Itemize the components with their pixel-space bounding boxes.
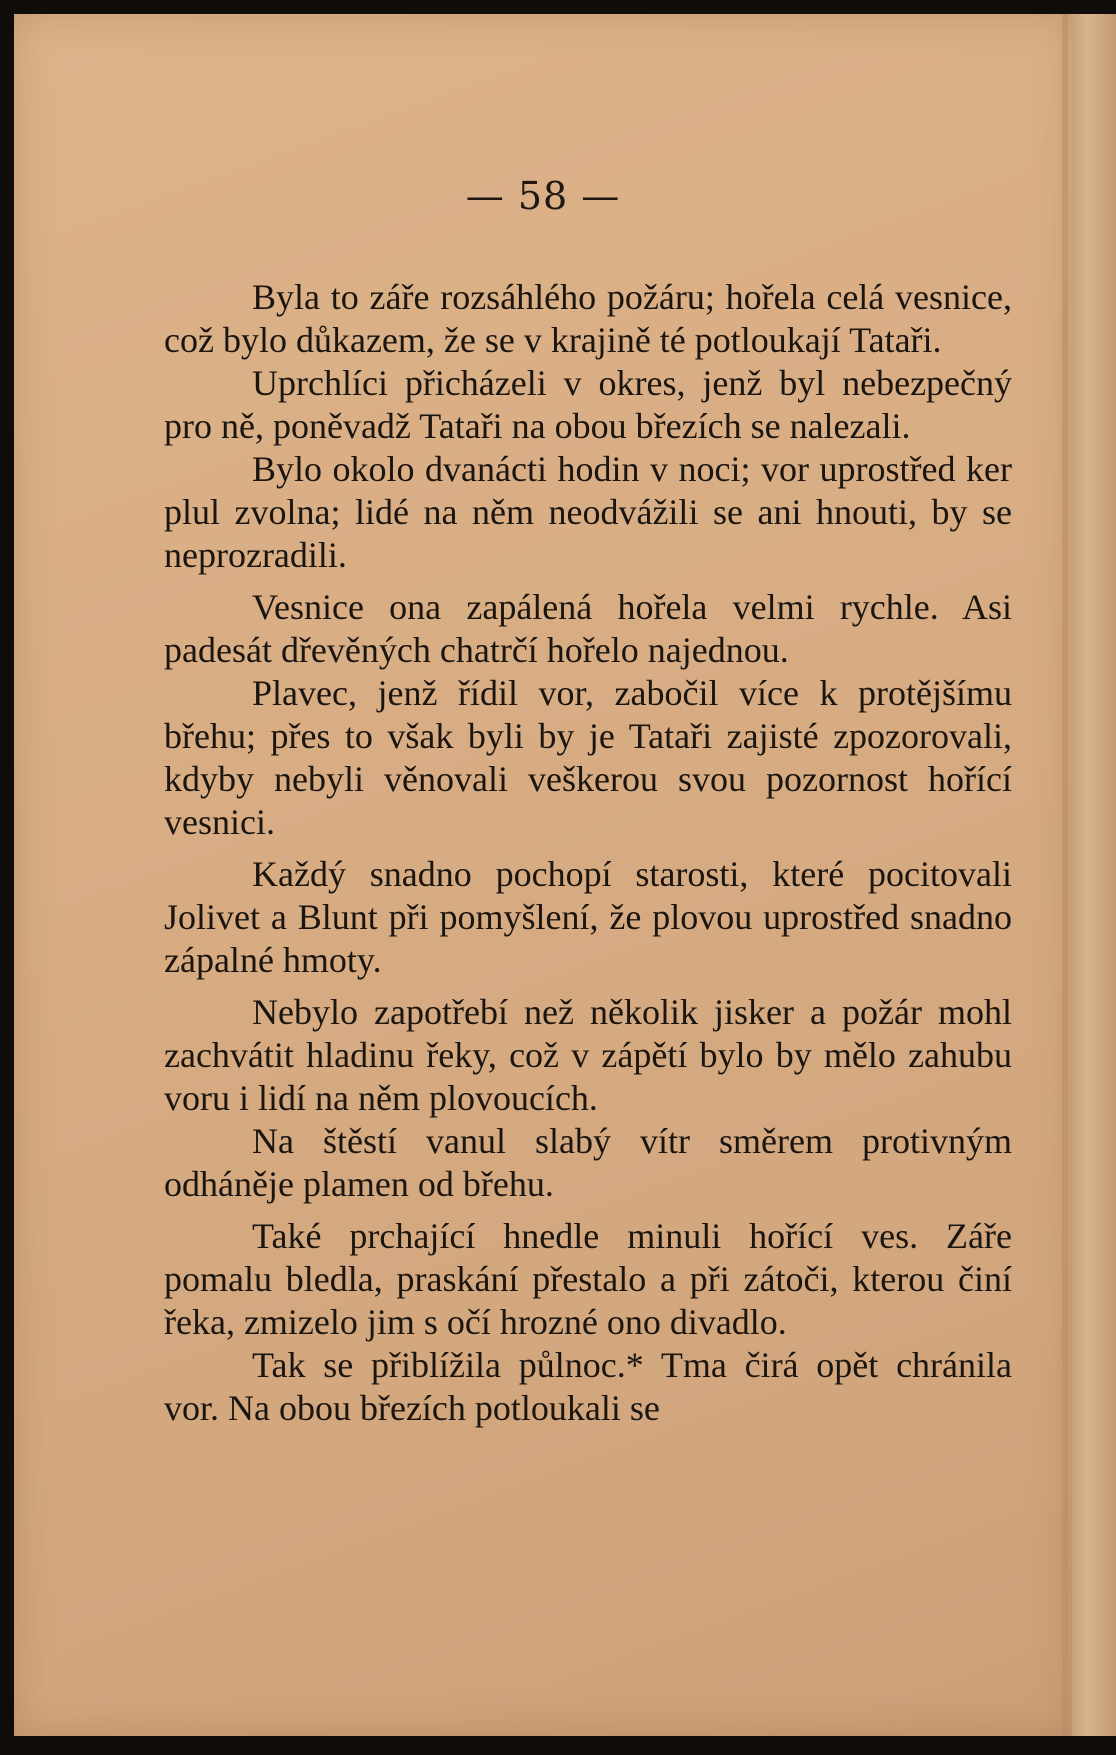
- next-page-edge: [1072, 14, 1116, 1736]
- page-fold-shadow: [1062, 14, 1068, 1736]
- paragraph: Plavec, jenž řídil vor, zabočil více k protějšímu břehu; přes to však byli by je Tataři zajisté zpozorovali, kdyby nebyli věnovali veškerou svou pozornost hořící vesnici.: [164, 673, 1012, 842]
- paragraph: Byla to záře rozsáhlého požáru; hořela celá vesnice, což bylo důkazem, že se v krajině té potloukají Tataři.: [164, 277, 1012, 360]
- paragraph: Nebylo zapotřebí než několik jisker a požár mohl zachvátit hladinu řeky, což v zápětí bylo by mělo zahubu voru i lidí na něm plovoucích.: [164, 992, 1012, 1118]
- book-page: [14, 14, 1072, 1736]
- paragraph: Uprchlíci přicházeli v okres, jenž byl nebezpečný pro ně, poněvadž Tataři na obou březích se nalezali.: [164, 363, 1012, 446]
- page-text: [164, 276, 1012, 1430]
- page-number: — 58 —: [465, 174, 621, 218]
- paragraph: Na štěstí vanul slabý vítr směrem protivným odháněje plamen od břehu.: [164, 1121, 1012, 1204]
- paragraph: Tak se přiblížila půlnoc.* Tma čirá opět chránila vor. Na obou březích potloukali se: [164, 1345, 1012, 1428]
- paragraph: Každý snadno pochopí starosti, které pocitovali Jolivet a Blunt při pomyšlení, že plovou uprostřed snadno zápalné hmoty.: [164, 854, 1012, 980]
- paragraph: Bylo okolo dvanácti hodin v noci; vor uprostřed ker plul zvolna; lidé na něm neodvážili se ani hnouti, by se neprozradili.: [164, 449, 1012, 575]
- paragraph: Také prchající hnedle minuli hořící ves. Záře pomalu bledla, praskání přestalo a při zátoči, kterou činí řeka, zmizelo jim s očí hrozné ono divadlo.: [164, 1216, 1012, 1342]
- paragraph: Vesnice ona zapálená hořela velmi rychle. Asi padesát dřevěných chatrčí hořelo najednou.: [164, 587, 1012, 670]
